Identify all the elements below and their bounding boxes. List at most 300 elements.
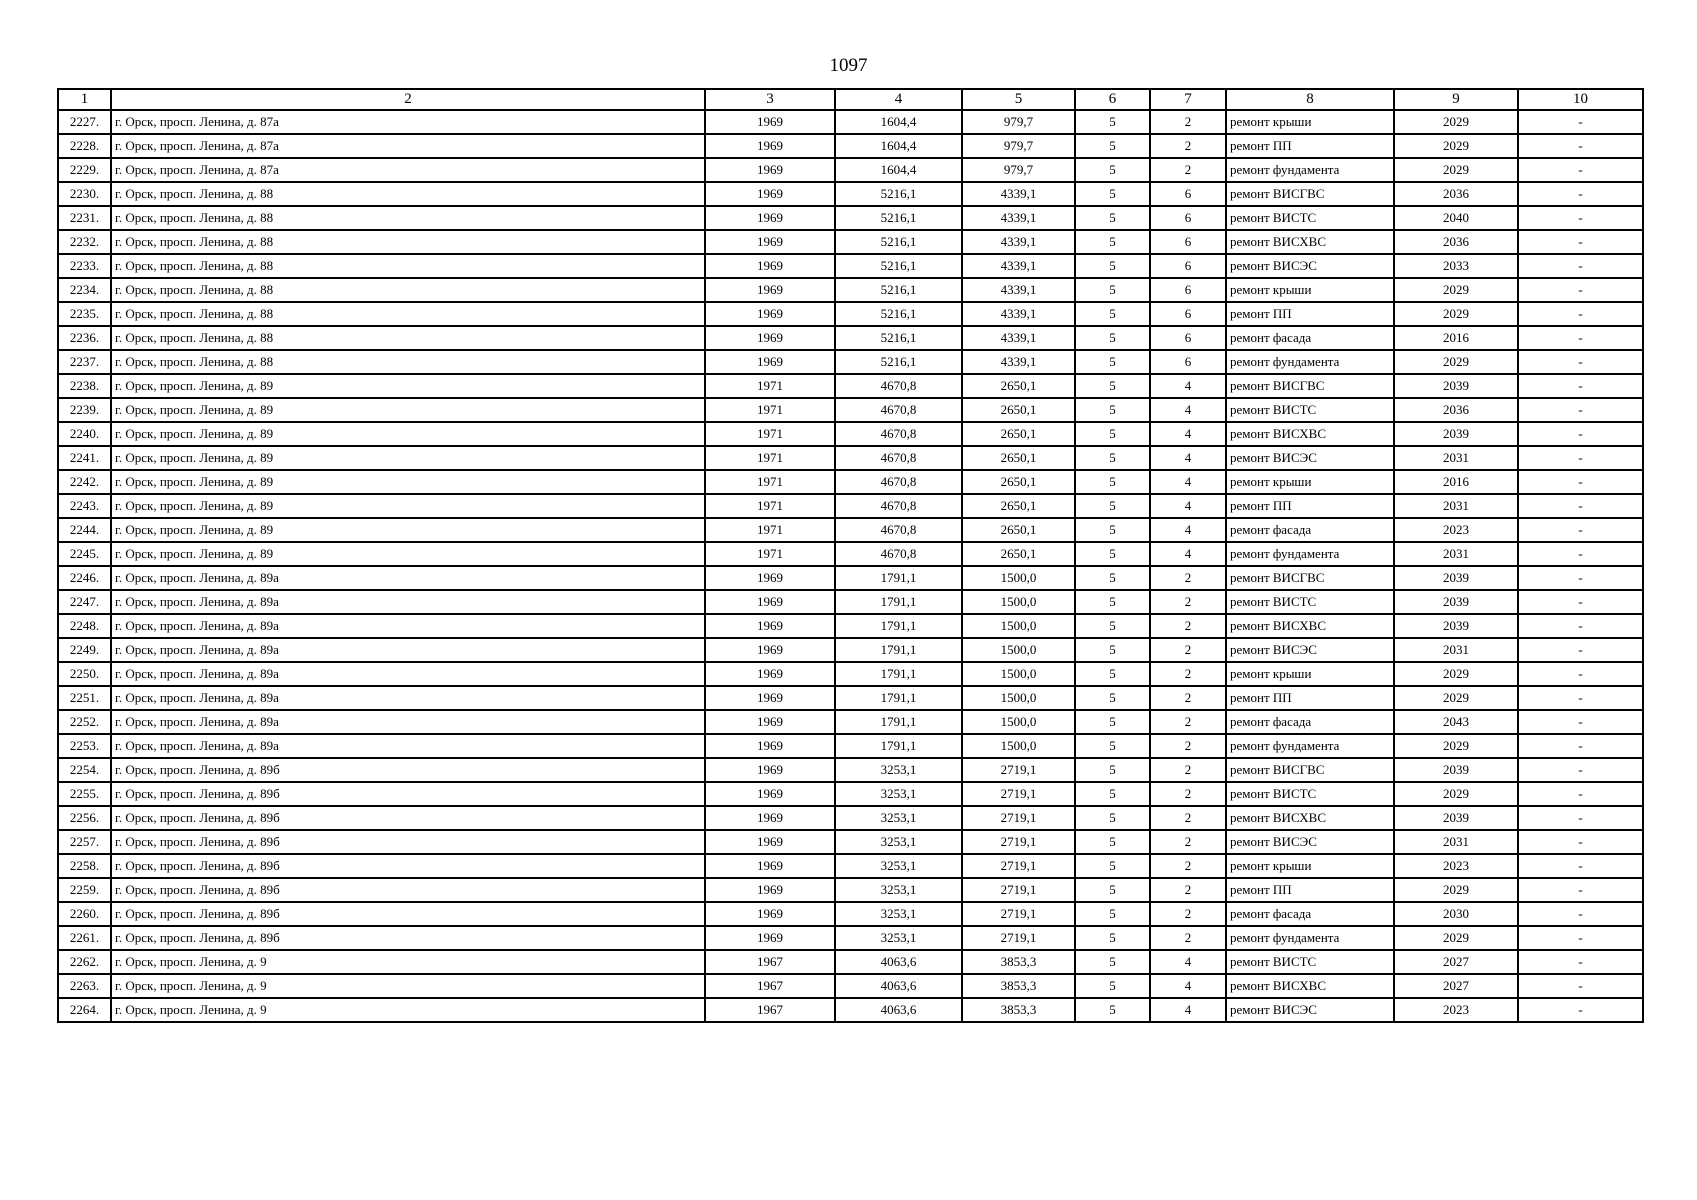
- cell-planned-year: 2031: [1394, 542, 1518, 566]
- cell-address: г. Орск, просп. Ленина, д. 89б: [111, 878, 705, 902]
- table-row: [58, 110, 1643, 134]
- table-row: [58, 254, 1643, 278]
- table-row: [58, 302, 1643, 326]
- cell-year-built: 1971: [705, 470, 835, 494]
- cell-planned-year: 2029: [1394, 662, 1518, 686]
- cell-floors: 5: [1075, 614, 1150, 638]
- cell-year-built: 1969: [705, 182, 835, 206]
- cell-entrances: 6: [1150, 206, 1226, 230]
- table-row: [58, 710, 1643, 734]
- cell-row-number: 2243.: [58, 494, 111, 518]
- cell-work-type: ремонт ВИСЭС: [1226, 638, 1394, 662]
- cell-row-number: 2235.: [58, 302, 111, 326]
- cell-entrances: 2: [1150, 566, 1226, 590]
- cell-entrances: 4: [1150, 446, 1226, 470]
- cell-row-number: 2259.: [58, 878, 111, 902]
- cell-address: г. Орск, просп. Ленина, д. 87а: [111, 110, 705, 134]
- cell-floors: 5: [1075, 590, 1150, 614]
- cell-year-built: 1969: [705, 806, 835, 830]
- table-row: [58, 638, 1643, 662]
- cell-row-number: 2232.: [58, 230, 111, 254]
- cell-entrances: 4: [1150, 374, 1226, 398]
- cell-residential-area: 4339,1: [962, 182, 1075, 206]
- cell-address: г. Орск, просп. Ленина, д. 89: [111, 446, 705, 470]
- cell-total-area: 5216,1: [835, 350, 962, 374]
- cell-address: г. Орск, просп. Ленина, д. 9: [111, 950, 705, 974]
- cell-work-type: ремонт фундамента: [1226, 350, 1394, 374]
- cell-row-number: 2242.: [58, 470, 111, 494]
- cell-work-type: ремонт фасада: [1226, 902, 1394, 926]
- cell-year-built: 1969: [705, 782, 835, 806]
- cell-note: -: [1518, 998, 1643, 1022]
- cell-planned-year: 2016: [1394, 470, 1518, 494]
- cell-address: г. Орск, просп. Ленина, д. 89: [111, 470, 705, 494]
- cell-total-area: 3253,1: [835, 830, 962, 854]
- cell-note: -: [1518, 926, 1643, 950]
- cell-floors: 5: [1075, 374, 1150, 398]
- cell-entrances: 6: [1150, 326, 1226, 350]
- cell-residential-area: 4339,1: [962, 230, 1075, 254]
- cell-row-number: 2264.: [58, 998, 111, 1022]
- cell-row-number: 2233.: [58, 254, 111, 278]
- cell-floors: 5: [1075, 998, 1150, 1022]
- cell-note: -: [1518, 710, 1643, 734]
- cell-floors: 5: [1075, 662, 1150, 686]
- cell-address: г. Орск, просп. Ленина, д. 88: [111, 206, 705, 230]
- cell-address: г. Орск, просп. Ленина, д. 88: [111, 278, 705, 302]
- cell-year-built: 1969: [705, 230, 835, 254]
- cell-year-built: 1967: [705, 974, 835, 998]
- cell-entrances: 4: [1150, 950, 1226, 974]
- cell-note: -: [1518, 614, 1643, 638]
- cell-work-type: ремонт ВИСГВС: [1226, 374, 1394, 398]
- cell-note: -: [1518, 494, 1643, 518]
- cell-work-type: ремонт фундамента: [1226, 542, 1394, 566]
- cell-planned-year: 2029: [1394, 278, 1518, 302]
- cell-floors: 5: [1075, 566, 1150, 590]
- cell-residential-area: 1500,0: [962, 638, 1075, 662]
- cell-residential-area: 1500,0: [962, 590, 1075, 614]
- table-header-row: [58, 89, 1643, 110]
- cell-row-number: 2239.: [58, 398, 111, 422]
- cell-floors: 5: [1075, 134, 1150, 158]
- cell-residential-area: 1500,0: [962, 710, 1075, 734]
- cell-floors: 5: [1075, 398, 1150, 422]
- cell-residential-area: 4339,1: [962, 326, 1075, 350]
- cell-note: -: [1518, 158, 1643, 182]
- cell-note: -: [1518, 566, 1643, 590]
- column-header-9: 9: [1394, 89, 1518, 110]
- cell-address: г. Орск, просп. Ленина, д. 89: [111, 374, 705, 398]
- cell-row-number: 2248.: [58, 614, 111, 638]
- cell-address: г. Орск, просп. Ленина, д. 89б: [111, 758, 705, 782]
- table-row: [58, 326, 1643, 350]
- cell-residential-area: 1500,0: [962, 686, 1075, 710]
- cell-work-type: ремонт ВИСЭС: [1226, 998, 1394, 1022]
- cell-year-built: 1969: [705, 662, 835, 686]
- cell-row-number: 2236.: [58, 326, 111, 350]
- cell-planned-year: 2023: [1394, 854, 1518, 878]
- cell-row-number: 2244.: [58, 518, 111, 542]
- cell-floors: 5: [1075, 950, 1150, 974]
- cell-residential-area: 2719,1: [962, 758, 1075, 782]
- cell-note: -: [1518, 326, 1643, 350]
- cell-total-area: 3253,1: [835, 782, 962, 806]
- cell-work-type: ремонт ВИСХВС: [1226, 422, 1394, 446]
- cell-entrances: 2: [1150, 710, 1226, 734]
- cell-entrances: 2: [1150, 614, 1226, 638]
- cell-total-area: 4670,8: [835, 398, 962, 422]
- table-row: [58, 974, 1643, 998]
- cell-note: -: [1518, 782, 1643, 806]
- table-row: [58, 998, 1643, 1022]
- cell-address: г. Орск, просп. Ленина, д. 89б: [111, 926, 705, 950]
- cell-planned-year: 2039: [1394, 590, 1518, 614]
- cell-total-area: 5216,1: [835, 278, 962, 302]
- cell-year-built: 1969: [705, 302, 835, 326]
- cell-work-type: ремонт ВИСТС: [1226, 206, 1394, 230]
- table-row: [58, 422, 1643, 446]
- cell-entrances: 2: [1150, 590, 1226, 614]
- column-header-3: 3: [705, 89, 835, 110]
- cell-total-area: 4670,8: [835, 518, 962, 542]
- cell-work-type: ремонт ПП: [1226, 494, 1394, 518]
- cell-floors: 5: [1075, 974, 1150, 998]
- cell-residential-area: 2650,1: [962, 374, 1075, 398]
- cell-note: -: [1518, 206, 1643, 230]
- cell-work-type: ремонт фасада: [1226, 518, 1394, 542]
- cell-work-type: ремонт ВИСХВС: [1226, 614, 1394, 638]
- cell-year-built: 1969: [705, 326, 835, 350]
- cell-address: г. Орск, просп. Ленина, д. 89: [111, 542, 705, 566]
- table-row: [58, 518, 1643, 542]
- cell-row-number: 2260.: [58, 902, 111, 926]
- cell-note: -: [1518, 806, 1643, 830]
- cell-row-number: 2252.: [58, 710, 111, 734]
- cell-work-type: ремонт фундамента: [1226, 158, 1394, 182]
- table-row: [58, 446, 1643, 470]
- cell-entrances: 6: [1150, 182, 1226, 206]
- cell-planned-year: 2030: [1394, 902, 1518, 926]
- cell-residential-area: 2719,1: [962, 806, 1075, 830]
- cell-address: г. Орск, просп. Ленина, д. 87а: [111, 134, 705, 158]
- cell-year-built: 1969: [705, 878, 835, 902]
- cell-planned-year: 2039: [1394, 614, 1518, 638]
- cell-address: г. Орск, просп. Ленина, д. 89: [111, 494, 705, 518]
- cell-floors: 5: [1075, 158, 1150, 182]
- column-header-1: 1: [58, 89, 111, 110]
- cell-floors: 5: [1075, 446, 1150, 470]
- cell-floors: 5: [1075, 638, 1150, 662]
- cell-total-area: 3253,1: [835, 806, 962, 830]
- cell-entrances: 2: [1150, 878, 1226, 902]
- cell-floors: 5: [1075, 206, 1150, 230]
- cell-planned-year: 2043: [1394, 710, 1518, 734]
- table-row: [58, 782, 1643, 806]
- cell-floors: 5: [1075, 494, 1150, 518]
- cell-address: г. Орск, просп. Ленина, д. 89б: [111, 782, 705, 806]
- cell-total-area: 1791,1: [835, 662, 962, 686]
- cell-address: г. Орск, просп. Ленина, д. 89а: [111, 614, 705, 638]
- cell-total-area: 4063,6: [835, 998, 962, 1022]
- table-row: [58, 350, 1643, 374]
- cell-note: -: [1518, 542, 1643, 566]
- cell-row-number: 2246.: [58, 566, 111, 590]
- cell-year-built: 1969: [705, 686, 835, 710]
- cell-entrances: 2: [1150, 638, 1226, 662]
- cell-address: г. Орск, просп. Ленина, д. 87а: [111, 158, 705, 182]
- cell-address: г. Орск, просп. Ленина, д. 89а: [111, 566, 705, 590]
- cell-floors: 5: [1075, 182, 1150, 206]
- cell-total-area: 1604,4: [835, 110, 962, 134]
- cell-total-area: 3253,1: [835, 854, 962, 878]
- cell-row-number: 2238.: [58, 374, 111, 398]
- cell-total-area: 3253,1: [835, 902, 962, 926]
- table-row: [58, 230, 1643, 254]
- cell-total-area: 5216,1: [835, 326, 962, 350]
- cell-row-number: 2251.: [58, 686, 111, 710]
- cell-note: -: [1518, 230, 1643, 254]
- cell-note: -: [1518, 470, 1643, 494]
- cell-year-built: 1971: [705, 446, 835, 470]
- cell-total-area: 1604,4: [835, 134, 962, 158]
- cell-planned-year: 2029: [1394, 686, 1518, 710]
- cell-work-type: ремонт ВИСТС: [1226, 950, 1394, 974]
- cell-work-type: ремонт ВИСЭС: [1226, 254, 1394, 278]
- cell-note: -: [1518, 518, 1643, 542]
- cell-residential-area: 979,7: [962, 134, 1075, 158]
- cell-residential-area: 4339,1: [962, 254, 1075, 278]
- cell-total-area: 5216,1: [835, 182, 962, 206]
- table-row: [58, 758, 1643, 782]
- cell-note: -: [1518, 854, 1643, 878]
- cell-floors: 5: [1075, 302, 1150, 326]
- cell-year-built: 1969: [705, 734, 835, 758]
- cell-work-type: ремонт крыши: [1226, 278, 1394, 302]
- table-row: [58, 878, 1643, 902]
- cell-work-type: ремонт ВИСГВС: [1226, 182, 1394, 206]
- cell-floors: 5: [1075, 782, 1150, 806]
- cell-work-type: ремонт ВИСГВС: [1226, 566, 1394, 590]
- cell-work-type: ремонт крыши: [1226, 470, 1394, 494]
- cell-address: г. Орск, просп. Ленина, д. 89: [111, 518, 705, 542]
- cell-total-area: 4670,8: [835, 470, 962, 494]
- cell-residential-area: 3853,3: [962, 998, 1075, 1022]
- cell-planned-year: 2029: [1394, 734, 1518, 758]
- cell-note: -: [1518, 110, 1643, 134]
- cell-note: -: [1518, 686, 1643, 710]
- cell-year-built: 1969: [705, 710, 835, 734]
- table-row: [58, 542, 1643, 566]
- cell-note: -: [1518, 398, 1643, 422]
- cell-address: г. Орск, просп. Ленина, д. 89а: [111, 638, 705, 662]
- cell-work-type: ремонт крыши: [1226, 662, 1394, 686]
- cell-residential-area: 2719,1: [962, 902, 1075, 926]
- cell-planned-year: 2033: [1394, 254, 1518, 278]
- cell-note: -: [1518, 182, 1643, 206]
- cell-floors: 5: [1075, 542, 1150, 566]
- cell-row-number: 2262.: [58, 950, 111, 974]
- cell-floors: 5: [1075, 734, 1150, 758]
- cell-entrances: 4: [1150, 998, 1226, 1022]
- cell-planned-year: 2040: [1394, 206, 1518, 230]
- cell-address: г. Орск, просп. Ленина, д. 88: [111, 326, 705, 350]
- cell-entrances: 2: [1150, 758, 1226, 782]
- cell-year-built: 1969: [705, 590, 835, 614]
- cell-residential-area: 3853,3: [962, 950, 1075, 974]
- cell-year-built: 1969: [705, 158, 835, 182]
- cell-total-area: 1791,1: [835, 590, 962, 614]
- table-row: [58, 206, 1643, 230]
- column-header-4: 4: [835, 89, 962, 110]
- cell-work-type: ремонт ВИСХВС: [1226, 806, 1394, 830]
- cell-work-type: ремонт ВИСТС: [1226, 590, 1394, 614]
- cell-entrances: 2: [1150, 926, 1226, 950]
- cell-total-area: 3253,1: [835, 926, 962, 950]
- cell-row-number: 2254.: [58, 758, 111, 782]
- cell-total-area: 4670,8: [835, 494, 962, 518]
- cell-entrances: 4: [1150, 398, 1226, 422]
- cell-row-number: 2247.: [58, 590, 111, 614]
- cell-note: -: [1518, 590, 1643, 614]
- cell-total-area: 1791,1: [835, 638, 962, 662]
- cell-work-type: ремонт крыши: [1226, 854, 1394, 878]
- cell-note: -: [1518, 374, 1643, 398]
- cell-year-built: 1969: [705, 758, 835, 782]
- cell-work-type: ремонт ПП: [1226, 134, 1394, 158]
- cell-floors: 5: [1075, 758, 1150, 782]
- cell-entrances: 4: [1150, 470, 1226, 494]
- table-row: [58, 374, 1643, 398]
- cell-planned-year: 2039: [1394, 374, 1518, 398]
- cell-planned-year: 2039: [1394, 422, 1518, 446]
- table-row: [58, 614, 1643, 638]
- cell-floors: 5: [1075, 830, 1150, 854]
- cell-year-built: 1969: [705, 830, 835, 854]
- cell-entrances: 2: [1150, 902, 1226, 926]
- cell-planned-year: 2023: [1394, 518, 1518, 542]
- cell-residential-area: 2650,1: [962, 422, 1075, 446]
- cell-entrances: 4: [1150, 518, 1226, 542]
- cell-residential-area: 4339,1: [962, 206, 1075, 230]
- cell-row-number: 2227.: [58, 110, 111, 134]
- cell-address: г. Орск, просп. Ленина, д. 89а: [111, 710, 705, 734]
- cell-year-built: 1971: [705, 398, 835, 422]
- cell-address: г. Орск, просп. Ленина, д. 89: [111, 398, 705, 422]
- cell-work-type: ремонт фасада: [1226, 326, 1394, 350]
- cell-floors: 5: [1075, 806, 1150, 830]
- cell-year-built: 1969: [705, 854, 835, 878]
- cell-total-area: 5216,1: [835, 254, 962, 278]
- cell-floors: 5: [1075, 854, 1150, 878]
- cell-entrances: 4: [1150, 974, 1226, 998]
- cell-entrances: 4: [1150, 542, 1226, 566]
- cell-residential-area: 2650,1: [962, 542, 1075, 566]
- cell-total-area: 1791,1: [835, 710, 962, 734]
- cell-total-area: 4063,6: [835, 974, 962, 998]
- table-row: [58, 398, 1643, 422]
- cell-entrances: 2: [1150, 734, 1226, 758]
- cell-planned-year: 2029: [1394, 110, 1518, 134]
- cell-row-number: 2263.: [58, 974, 111, 998]
- cell-year-built: 1969: [705, 278, 835, 302]
- cell-work-type: ремонт фундамента: [1226, 926, 1394, 950]
- cell-residential-area: 4339,1: [962, 302, 1075, 326]
- cell-total-area: 4670,8: [835, 446, 962, 470]
- cell-planned-year: 2029: [1394, 350, 1518, 374]
- cell-address: г. Орск, просп. Ленина, д. 89а: [111, 686, 705, 710]
- cell-note: -: [1518, 134, 1643, 158]
- cell-year-built: 1969: [705, 350, 835, 374]
- cell-note: -: [1518, 830, 1643, 854]
- cell-row-number: 2258.: [58, 854, 111, 878]
- cell-note: -: [1518, 422, 1643, 446]
- table-row: [58, 734, 1643, 758]
- cell-year-built: 1967: [705, 998, 835, 1022]
- cell-year-built: 1971: [705, 518, 835, 542]
- table-row: [58, 950, 1643, 974]
- cell-total-area: 1791,1: [835, 686, 962, 710]
- cell-residential-area: 979,7: [962, 110, 1075, 134]
- cell-total-area: 4063,6: [835, 950, 962, 974]
- cell-total-area: 1604,4: [835, 158, 962, 182]
- cell-work-type: ремонт ВИСХВС: [1226, 974, 1394, 998]
- cell-residential-area: 2650,1: [962, 470, 1075, 494]
- cell-year-built: 1971: [705, 422, 835, 446]
- cell-row-number: 2234.: [58, 278, 111, 302]
- cell-total-area: 4670,8: [835, 422, 962, 446]
- repair-schedule-table: [57, 88, 1644, 1023]
- column-header-2: 2: [111, 89, 705, 110]
- cell-note: -: [1518, 302, 1643, 326]
- cell-year-built: 1969: [705, 134, 835, 158]
- cell-planned-year: 2031: [1394, 446, 1518, 470]
- cell-residential-area: 2719,1: [962, 830, 1075, 854]
- cell-total-area: 4670,8: [835, 542, 962, 566]
- cell-entrances: 2: [1150, 782, 1226, 806]
- cell-entrances: 6: [1150, 350, 1226, 374]
- cell-address: г. Орск, просп. Ленина, д. 89б: [111, 830, 705, 854]
- cell-residential-area: 4339,1: [962, 278, 1075, 302]
- cell-entrances: 2: [1150, 158, 1226, 182]
- cell-residential-area: 1500,0: [962, 734, 1075, 758]
- cell-entrances: 6: [1150, 278, 1226, 302]
- cell-residential-area: 2650,1: [962, 518, 1075, 542]
- cell-address: г. Орск, просп. Ленина, д. 89б: [111, 806, 705, 830]
- cell-row-number: 2253.: [58, 734, 111, 758]
- cell-planned-year: 2029: [1394, 302, 1518, 326]
- cell-total-area: 1791,1: [835, 734, 962, 758]
- cell-year-built: 1969: [705, 902, 835, 926]
- cell-year-built: 1969: [705, 638, 835, 662]
- cell-planned-year: 2027: [1394, 950, 1518, 974]
- cell-year-built: 1969: [705, 254, 835, 278]
- table-row: [58, 662, 1643, 686]
- cell-residential-area: 4339,1: [962, 350, 1075, 374]
- cell-residential-area: 1500,0: [962, 614, 1075, 638]
- cell-floors: 5: [1075, 686, 1150, 710]
- cell-entrances: 2: [1150, 830, 1226, 854]
- cell-entrances: 2: [1150, 686, 1226, 710]
- cell-address: г. Орск, просп. Ленина, д. 88: [111, 254, 705, 278]
- cell-entrances: 4: [1150, 494, 1226, 518]
- cell-floors: 5: [1075, 326, 1150, 350]
- cell-address: г. Орск, просп. Ленина, д. 89: [111, 422, 705, 446]
- cell-address: г. Орск, просп. Ленина, д. 88: [111, 230, 705, 254]
- cell-residential-area: 1500,0: [962, 662, 1075, 686]
- cell-total-area: 3253,1: [835, 758, 962, 782]
- cell-entrances: 2: [1150, 662, 1226, 686]
